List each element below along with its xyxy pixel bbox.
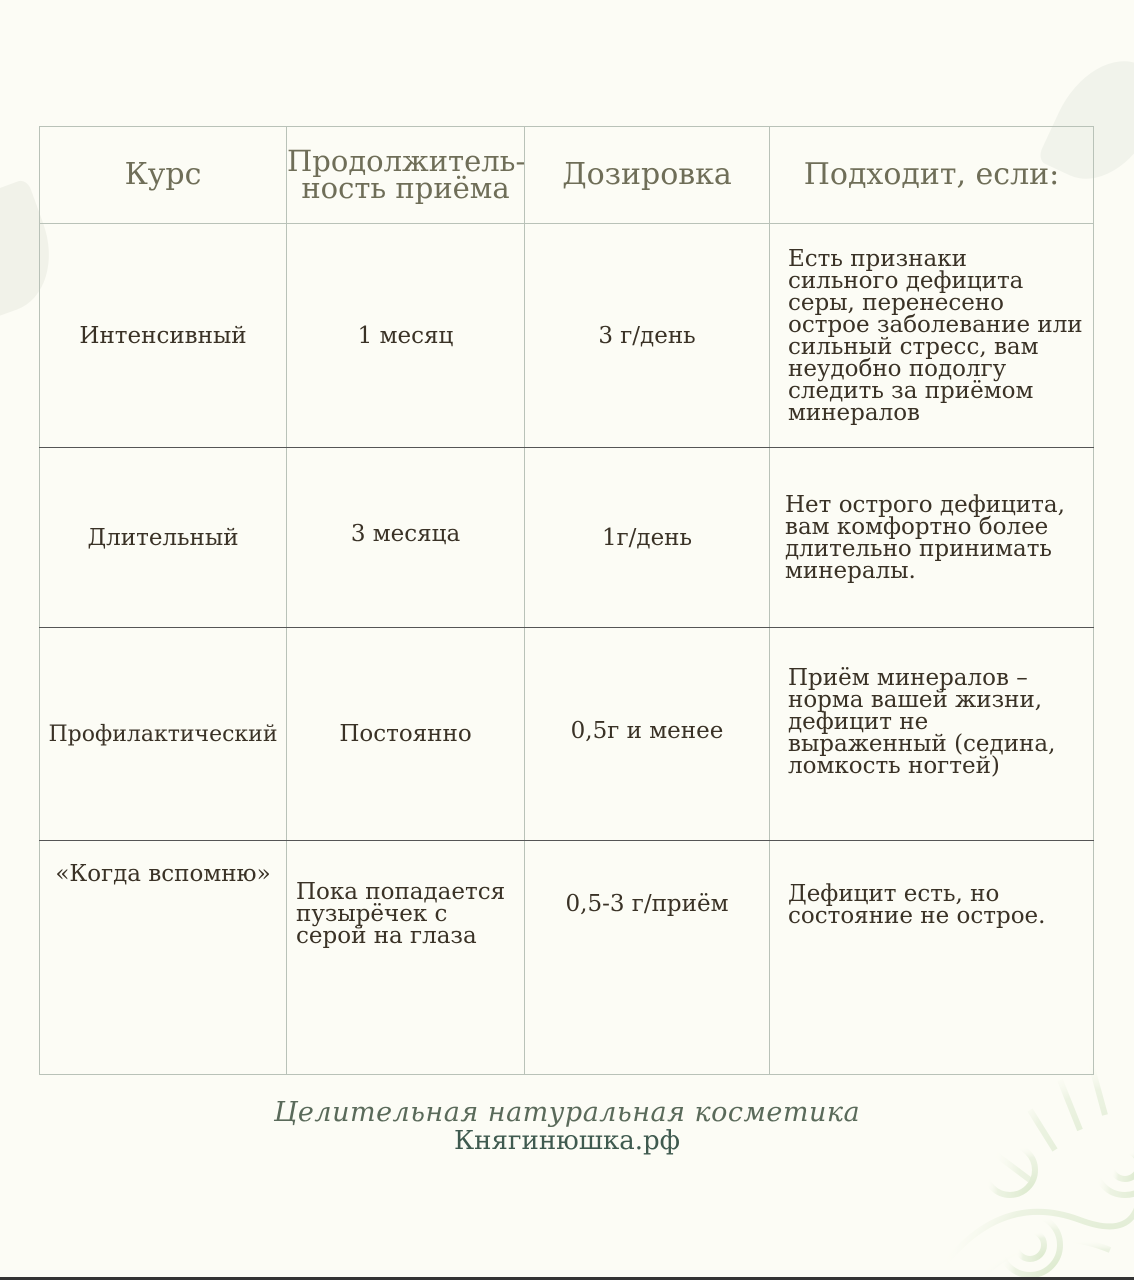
cell-dosage: 0,5-3 г/приём: [525, 841, 770, 1075]
brand-tagline: Целительная натуральная косметика: [273, 1097, 861, 1128]
cell-duration: Постоянно: [287, 628, 525, 841]
table-header-row: [40, 127, 1094, 224]
table-row: [40, 448, 1094, 628]
cell-suitable-if: Нет острого дефицита, вам комфортно более длительно принимать минералы.: [770, 448, 1094, 628]
cell-duration: 1 месяц: [287, 224, 525, 448]
cell-course: «Когда вспомню»: [40, 841, 287, 1075]
dosage-table: [39, 126, 1094, 1075]
cell-course: Профилактический: [40, 628, 287, 841]
cell-dosage: 3 г/день: [525, 224, 770, 448]
cell-dosage: 0,5г и менее: [525, 628, 770, 841]
brand-site[interactable]: Княгинюшка.рф: [454, 1126, 680, 1156]
header-suitable-if: Подходит, если:: [770, 127, 1094, 224]
header-duration: Продолжитель- ность приёма: [287, 127, 525, 224]
cell-course: Длительный: [40, 448, 287, 628]
cell-dosage: 1г/день: [525, 448, 770, 628]
header-dosage: Дозировка: [525, 127, 770, 224]
header-course: Курс: [40, 127, 287, 224]
table-row: [40, 224, 1094, 448]
table-row: [40, 841, 1094, 1075]
cell-course: Интенсивный: [40, 224, 287, 448]
cell-suitable-if: Приём минералов – норма вашей жизни, дефицит не выраженный (седина, ломкость ногтей): [770, 628, 1094, 841]
cell-suitable-if: Есть признаки сильного дефицита серы, перенесено острое заболевание или сильный стресс, вам неудобно подолгу следить за приёмом минералов: [770, 224, 1094, 448]
table-row: [40, 628, 1094, 841]
cell-suitable-if: Дефицит есть, но состояние не острое.: [770, 841, 1094, 1075]
cell-duration: Пока попадается пузырёчек с серой на глаза: [287, 841, 525, 1075]
cell-duration: 3 месяца: [287, 448, 525, 628]
